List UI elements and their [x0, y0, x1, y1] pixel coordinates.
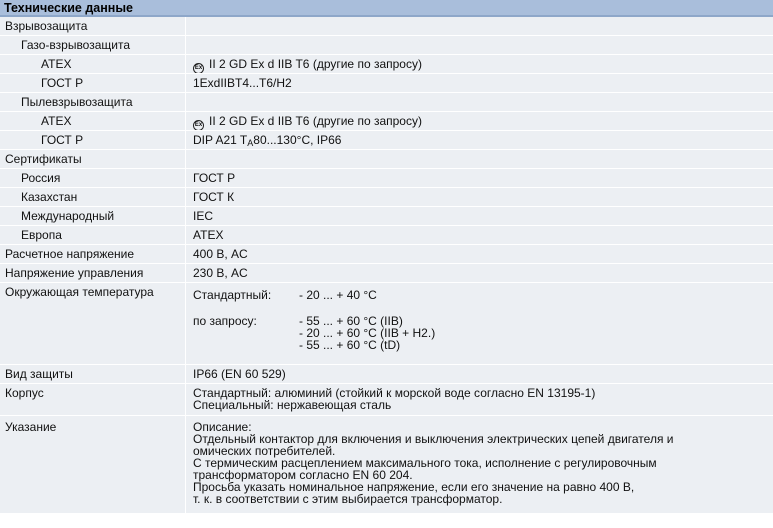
subscript: A	[247, 138, 254, 148]
temp-request-line: - 55 ... + 60 °C (IIB)	[299, 314, 403, 328]
row-label: Вид защиты	[0, 365, 186, 384]
row-label: Корпус	[0, 384, 186, 416]
row-label: Сертификаты	[0, 150, 186, 169]
temp-request-line: - 55 ... + 60 °C (tD)	[299, 338, 401, 352]
temp-request-values	[299, 315, 773, 351]
table-row	[0, 283, 773, 365]
row-value	[186, 17, 773, 36]
row-value: ГОСТ Р	[186, 169, 773, 188]
row-value-text: II 2 GD Ex d IIB T6 (другие по запросу)	[209, 57, 422, 71]
row-label: Напряжение управления	[0, 264, 186, 283]
table-row	[0, 36, 773, 55]
row-value	[186, 416, 773, 514]
section-header: Технические данные	[0, 0, 773, 17]
row-label: Газо-взрывозащита	[0, 36, 186, 55]
value-line: т. к. в соответствии с этим выбирается трансформатор.	[193, 492, 503, 506]
table-row	[0, 416, 773, 514]
table-row	[0, 384, 773, 416]
row-value: 230 В, AC	[186, 264, 773, 283]
row-label: ГОСТ Р	[0, 131, 186, 150]
table-row	[0, 74, 773, 93]
row-label: ATEX	[0, 112, 186, 131]
value-line: Стандартный: алюминий (стойкий к морской воде согласно EN 13195-1)	[193, 386, 596, 400]
row-value: 400 В, AC	[186, 245, 773, 264]
table-row	[0, 93, 773, 112]
temp-standard-value: - 20 ... + 40 °C	[299, 288, 377, 302]
table-row	[0, 55, 773, 74]
row-label: Взрывозащита	[0, 17, 186, 36]
value-line: Просьба указать номинальное напряжение, если его значение на равно 400 В,	[193, 480, 635, 494]
temp-request-label: по запросу:	[193, 314, 257, 328]
row-value: ГОСТ К	[186, 188, 773, 207]
table-row	[0, 112, 773, 131]
value-line: трансформатором согласно EN 60 204.	[193, 468, 413, 482]
row-label: Расчетное напряжение	[0, 245, 186, 264]
row-value-text: II 2 GD Ex d IIB T6 (другие по запросу)	[209, 114, 422, 128]
ex-symbol-icon: Ex	[193, 120, 204, 131]
temperature-grid	[193, 287, 773, 302]
row-value: 1ExdIIBT4...T6/H2	[186, 74, 773, 93]
row-label: Пылевзрывозащита	[0, 93, 186, 112]
table-row	[0, 17, 773, 36]
row-label: Европа	[0, 226, 186, 245]
row-value: ATEX	[186, 226, 773, 245]
table-row	[0, 188, 773, 207]
value-line: омических потребителей.	[193, 444, 336, 458]
row-value	[186, 55, 773, 74]
table-row	[0, 169, 773, 188]
row-value: IP66 (EN 60 529)	[186, 365, 773, 384]
value-part: 80...130°C, IP66	[253, 133, 342, 147]
temperature-grid	[193, 314, 773, 351]
value-part: DIP A21 T	[193, 133, 248, 147]
row-label: Окружающая температура	[0, 283, 186, 365]
table-row	[0, 131, 773, 150]
row-label: Казахстан	[0, 188, 186, 207]
temp-request-line: - 20 ... + 60 °C (IIB + H2.)	[299, 326, 436, 340]
table-row	[0, 264, 773, 283]
value-line: Описание:	[193, 420, 252, 434]
row-value	[186, 131, 773, 150]
row-label: ГОСТ Р	[0, 74, 186, 93]
table-row	[0, 365, 773, 384]
technical-data-table	[0, 17, 773, 514]
row-value	[186, 93, 773, 112]
table-row	[0, 245, 773, 264]
row-value	[186, 150, 773, 169]
row-value	[186, 112, 773, 131]
row-value: IEC	[186, 207, 773, 226]
value-line: Отдельный контактор для включения и выключения электрических цепей двигателя и	[193, 432, 674, 446]
row-label: Россия	[0, 169, 186, 188]
value-line: Специальный: нержавеющая сталь	[193, 398, 392, 412]
row-label: Указание	[0, 416, 186, 514]
table-row	[0, 150, 773, 169]
value-line: С термическим расцеплением максимального тока, исполнение с регулировочным	[193, 456, 657, 470]
row-label: ATEX	[0, 55, 186, 74]
row-label: Международный	[0, 207, 186, 226]
row-value	[186, 283, 773, 365]
table-row	[0, 207, 773, 226]
ex-symbol-icon: Ex	[193, 63, 204, 74]
temp-standard-label: Стандартный:	[193, 288, 272, 302]
row-value	[186, 384, 773, 416]
row-value	[186, 36, 773, 55]
table-row	[0, 226, 773, 245]
